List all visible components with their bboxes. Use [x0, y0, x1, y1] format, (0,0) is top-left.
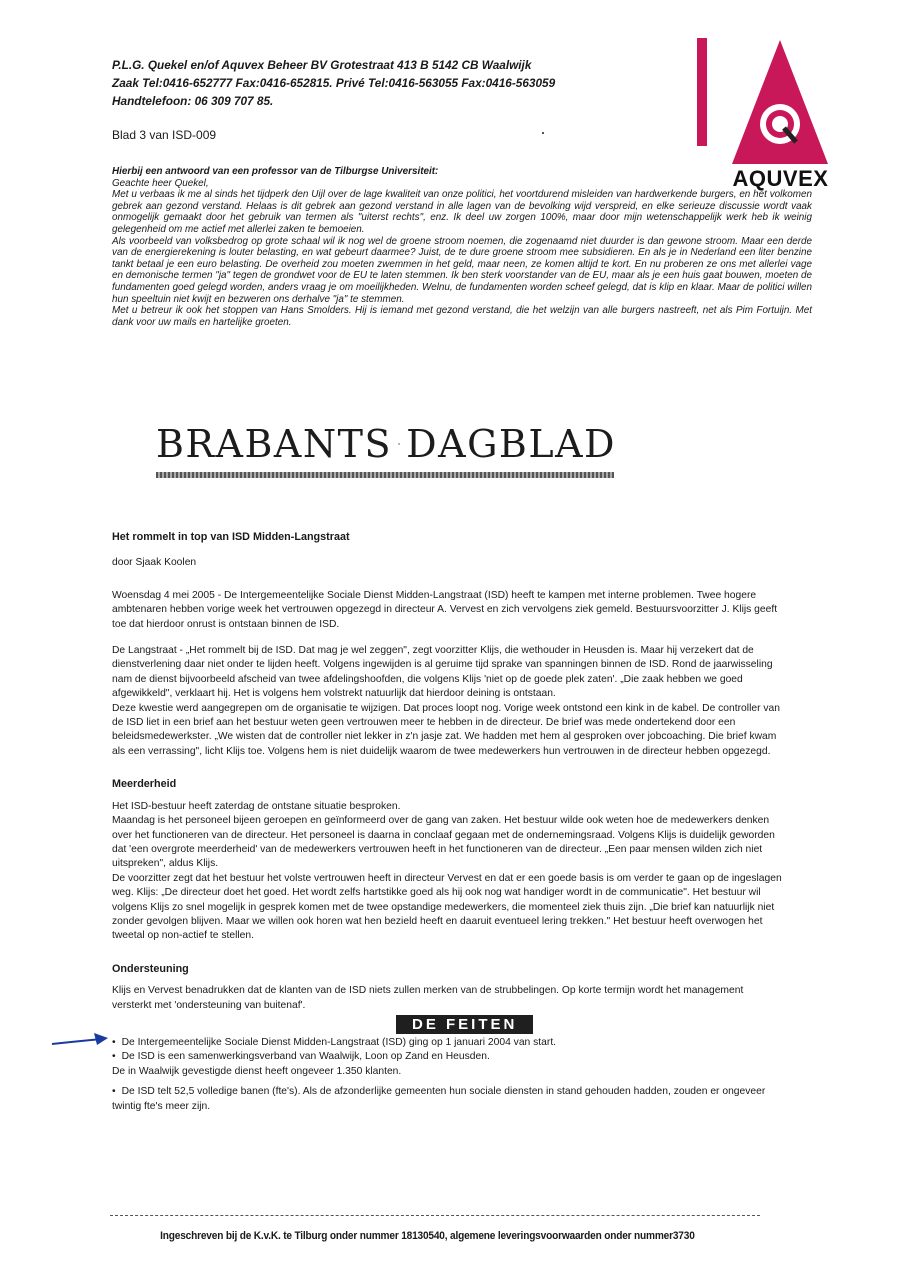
article-paragraph: Maandag is het personeel bijeen geroepen en geïnformeerd over de gang van zaken. Het bestuur wilde ook weten hoe de medewerkers denken over het functioneren van de directeur. Het personeel is daarna in conclaaf gegaan met de ondernemingsraad. Volgens Klijs is duidelijk geworden dat 'een overgrote meerderheid' van de medewerkers vertrouwen heeft in het functioneren van de directeur. „Een paar mensen wilden zich niet uitspreken", aldus Klijs. [112, 815, 775, 870]
newspaper-masthead [156, 422, 616, 494]
letter-paragraph: Met u verbaas ik me al sinds het tijdperk den Uijl over de lage kwaliteit van onze politici, het voortdurend misleiden van hardwerkende burgers, en het volkomen gebrek aan gezond verstand. Helaas is dit gebrek aan gezond verstand in alle lagen van de bevolking wijd verspreid, en elke serieuze discussie wordt vaak onmogelijk gemaakt door het gebruik van termen als "uiterst rechts", enz. Ik deel uw zorgen 100%, maar door mijn wetenschappelijk werk heb ik weinig gelegenheid om me actief met allerlei zaken te bemoeien. [112, 189, 812, 235]
masthead-left: BRABANTS [156, 422, 392, 466]
letter-paragraph: Met u betreur ik ook het stoppen van Hans Smolders. Hij is iemand met gezond verstand, die het welzijn van alle burgers nastreeft, net als Pim Fortuijn. Met dank voor uw mails en hartelijke groeten. [112, 305, 812, 328]
fact-item: • De ISD telt 52,5 volledige banen (fte's). Als de afzonderlijke gemeenten hun sociale diensten in stand gehouden hadden, zouden er ongeveer twintig fte's meer zijn. [112, 1085, 782, 1114]
facts-banner: DE FEITEN [396, 1015, 533, 1034]
masthead-right: DAGBLAD [406, 422, 616, 466]
handdrawn-arrow-icon [50, 1030, 110, 1052]
letterhead-address: P.L.G. Quekel en/of Aquvex Beheer BV Grotestraat 413 B 5142 CB Waalwijk [112, 58, 532, 72]
letter-body [112, 166, 812, 328]
letterhead-mobile: Handtelefoon: 06 309 707 85. [112, 94, 274, 108]
footer-registration: Ingeschreven bij de K.v.K. te Tilburg onder nummer 18130540, algemene leveringsvoorwaarden onder nummer3730 [160, 1230, 695, 1242]
fact-item: • De Intergemeentelijke Sociale Dienst Midden-Langstraat (ISD) ging op 1 januari 2004 van start. [112, 1036, 782, 1050]
article-subheading: Meerderheid [112, 778, 177, 791]
article-paragraph: De voorzitter zegt dat het bestuur het volste vertrouwen heeft in directeur Vervest en dat er een goede basis is om verder te gaan op de ingeslagen weg. Klijs: „De directeur doet het goed. Het wordt zelfs hartstikke goed als hij ook nog wat handiger wordt in de communicatie". Het bestuur wil volgens Klijs zo snel mogelijk in gesprek komen met de twee opstandige medewerkers, die momenteel ziek thuis zijn. „Die brief kan natuurlijk niet zonder gevolgen blijven. Maar we willen ook horen wat hen bezield heeft en daaruit eventueel lering trekken." Het bestuur heeft overwogen het tweetal op non-actief te stellen. [112, 872, 782, 942]
article-byline: door Sjaak Koolen [112, 557, 197, 569]
fact-item: • De ISD is een samenwerkingsverband van Waalwijk, Loon op Zand en Heusden. [112, 1050, 782, 1064]
logo-accent-bar [697, 38, 707, 146]
masthead-rule [156, 472, 614, 478]
article [112, 530, 782, 1114]
article-paragraph: De Langstraat - „Het rommelt bij de ISD. Dat mag je wel zeggen", zegt voorzitter Klijs, die wethouder in Heusden is. Maar hij verzekert dat de dienstverlening daar niet onder te lijden heeft. Volgens ingewijden is al geruime tijd sprake van spanningen binnen de ISD. Rond de jaarwisseling nam de dienst bijvoorbeeld afscheid van twee afdelingshoofden, die volgens Klijs 'niet op de goede plek zaten'. „Die zaak hebben we goed afgewikkeld", verklaart hij. Het is volgens hem volstrekt natuurlijk dat hierdoor deining is ontstaan. [112, 645, 773, 700]
logo-wordmark: AQUVEX [732, 166, 829, 191]
speck [542, 132, 544, 134]
letter-paragraph: Als voorbeeld van volksbedrog op grote schaal wil ik nog wel de groene stroom noemen, die zogenaamd niet duurder is dan gewone stroom. Maar een derde van de energierekening is louter belasting, en wat gebeurt daarmee? Juist, de te dure groene stroom mee subsidieren. En als je in Nederland een liter benzine tankt betaal je een euro belasting. De overheid zou moeten zwemmen in het geld, maar neen, ze komen altijd te kort. En nu proberen ze ons met allerlei vage en demonische termen "ja" tegen de grondwet voor de EU te laten stemmen. Ik ben sterk voorstander van de EU, maar als je een huis gaat bouwen, moeten de fundamenten goed gelegd worden, anders vraag je om moeilijkheden. Welnu, de fundamenten worden scheef gelegd, dat is klip en klaar. Maar de politici willen hun speeltuin niet kwijt en bezweren ons derhalve "ja" te stemmen. [112, 235, 812, 305]
article-subheading: Ondersteuning [112, 962, 189, 975]
letter-salutation: Geachte heer Quekel, [112, 177, 209, 189]
letterhead-phone-fax: Zaak Tel:0416-652777 Fax:0416-652815. Privé Tel:0416-563055 Fax:0416-563059 [112, 76, 556, 90]
article-paragraph: Klijs en Vervest benadrukken dat de klanten van de ISD niets zullen merken van de strubbelingen. Op korte termijn wordt het management versterkt met 'ondersteuning van buitenaf'. [112, 985, 744, 1011]
article-lead: Woensdag 4 mei 2005 - De Intergemeentelijke Sociale Dienst Midden-Langstraat (ISD) heeft te kampen met interne problemen. Twee hogere ambtenaren hebben vorige week het vertrouwen opgezegd in directeur A. Vervest en zich vervolgens ziek gemeld. Bestuursvoorzitter J. Klijs geeft toe dat hierdoor onrust is ontstaan binnen de ISD. [112, 589, 778, 630]
aquvex-logo-icon [730, 38, 830, 168]
page-reference: Blad 3 van ISD-009 [112, 128, 217, 142]
article-paragraph: Deze kwestie werd aangegrepen om de organisatie te wijzigen. Dat proces loopt nog. Vorige week ontstond een kink in de kabel. De controller van de ISD liet in een brief aan het bestuur weten geen vertrouwen meer te hebben in de directeur. De brief was mede ondertekend door een beleidsmedewerkster. „We wisten dat de controller niet lekker in z'n jasje zat. We hadden met hem al gesproken over jobcoaching. Die brief kwam als een verrassing", licht Klijs toe. Volgens hem is niet duidelijk waarom de twee medewerkers hun vertrouwen in de directeur hebben opgezegd. [112, 702, 780, 757]
fact-item: De in Waalwijk gevestigde dienst heeft ongeveer 1.350 klanten. [112, 1065, 402, 1077]
crest-icon [398, 427, 400, 461]
article-paragraph: Het ISD-bestuur heeft zaterdag de ontstane situatie besproken. [112, 800, 401, 812]
letterhead-contact [112, 56, 672, 110]
letter-intro: Hierbij een antwoord van een professor van de Tilburgse Universiteit: [112, 166, 439, 177]
footer-divider [110, 1215, 760, 1217]
article-title: Het rommelt in top van ISD Midden-Langstraat [112, 531, 350, 543]
